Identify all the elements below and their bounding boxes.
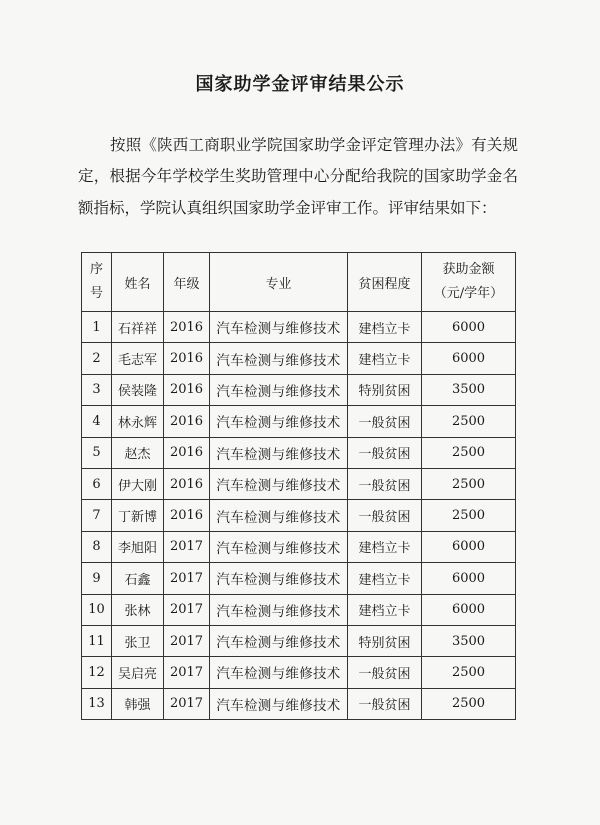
table-row [82, 563, 516, 594]
cell-name: 吴启亮 [112, 657, 164, 688]
cell-seq: 13 [82, 688, 112, 719]
cell-grade: 2016 [164, 468, 210, 499]
cell-seq: 2 [82, 343, 112, 374]
table-row [82, 468, 516, 499]
cell-grade: 2017 [164, 688, 210, 719]
cell-amount: 2500 [422, 406, 516, 437]
cell-grade: 2017 [164, 657, 210, 688]
cell-amount: 2500 [422, 688, 516, 719]
cell-amount: 6000 [422, 531, 516, 562]
cell-seq: 10 [82, 594, 112, 625]
table-row [82, 594, 516, 625]
table-row [82, 657, 516, 688]
cell-grade: 2016 [164, 374, 210, 405]
cell-poverty: 一般贫困 [348, 406, 422, 437]
cell-grade: 2016 [164, 312, 210, 343]
cell-major: 汽车检测与维修技术 [210, 688, 348, 719]
cell-poverty: 一般贫困 [348, 688, 422, 719]
cell-major: 汽车检测与维修技术 [210, 625, 348, 656]
table-row [82, 625, 516, 656]
cell-major: 汽车检测与维修技术 [210, 374, 348, 405]
cell-poverty: 建档立卡 [348, 312, 422, 343]
cell-amount: 6000 [422, 563, 516, 594]
result-table [81, 252, 516, 720]
cell-seq: 6 [82, 468, 112, 499]
cell-poverty: 特别贫困 [348, 374, 422, 405]
cell-name: 石鑫 [112, 563, 164, 594]
cell-seq: 4 [82, 406, 112, 437]
cell-major: 汽车检测与维修技术 [210, 500, 348, 531]
cell-name: 韩强 [112, 688, 164, 719]
cell-name: 李旭阳 [112, 531, 164, 562]
header-grade: 年级 [164, 253, 210, 312]
page-title: 国家助学金评审结果公示 [195, 74, 405, 95]
table-row [82, 437, 516, 468]
cell-seq: 11 [82, 625, 112, 656]
cell-grade: 2017 [164, 563, 210, 594]
header-amount: 获助金额 （元/学年） [422, 253, 516, 312]
cell-amount: 2500 [422, 500, 516, 531]
cell-name: 石祥祥 [112, 312, 164, 343]
cell-name: 侯装隆 [112, 374, 164, 405]
cell-name: 伊大刚 [112, 468, 164, 499]
header-major: 专业 [210, 253, 348, 312]
cell-poverty: 一般贫困 [348, 500, 422, 531]
cell-seq: 3 [82, 374, 112, 405]
cell-poverty: 建档立卡 [348, 343, 422, 374]
cell-major: 汽车检测与维修技术 [210, 468, 348, 499]
table-row [82, 343, 516, 374]
cell-grade: 2016 [164, 343, 210, 374]
cell-amount: 2500 [422, 468, 516, 499]
cell-grade: 2017 [164, 625, 210, 656]
cell-amount: 2500 [422, 657, 516, 688]
cell-major: 汽车检测与维修技术 [210, 563, 348, 594]
cell-poverty: 一般贫困 [348, 468, 422, 499]
intro-paragraph: 按照《陕西工商职业学院国家助学金评定管理办法》有关规定，根据今年学校学生奖助管理中心分配给我院的国家助学金名额指标，学院认真组织国家助学金评审工作。评审结果如下： [78, 135, 518, 217]
cell-poverty: 建档立卡 [348, 531, 422, 562]
cell-major: 汽车检测与维修技术 [210, 343, 348, 374]
cell-poverty: 一般贫困 [348, 437, 422, 468]
cell-major: 汽车检测与维修技术 [210, 531, 348, 562]
cell-name: 毛志军 [112, 343, 164, 374]
table-row [82, 500, 516, 531]
cell-seq: 9 [82, 563, 112, 594]
cell-major: 汽车检测与维修技术 [210, 406, 348, 437]
cell-amount: 6000 [422, 594, 516, 625]
cell-name: 丁新博 [112, 500, 164, 531]
cell-name: 张卫 [112, 625, 164, 656]
table-row [82, 312, 516, 343]
table-row [82, 406, 516, 437]
cell-amount: 2500 [422, 437, 516, 468]
cell-major: 汽车检测与维修技术 [210, 657, 348, 688]
cell-major: 汽车检测与维修技术 [210, 312, 348, 343]
cell-seq: 12 [82, 657, 112, 688]
cell-amount: 3500 [422, 625, 516, 656]
table-body [82, 312, 516, 720]
cell-grade: 2016 [164, 437, 210, 468]
cell-seq: 1 [82, 312, 112, 343]
cell-name: 张林 [112, 594, 164, 625]
cell-amount: 6000 [422, 343, 516, 374]
cell-name: 林永辉 [112, 406, 164, 437]
table-row [82, 374, 516, 405]
cell-name: 赵杰 [112, 437, 164, 468]
cell-major: 汽车检测与维修技术 [210, 437, 348, 468]
cell-poverty: 一般贫困 [348, 657, 422, 688]
cell-amount: 6000 [422, 312, 516, 343]
cell-grade: 2017 [164, 531, 210, 562]
table-row [82, 688, 516, 719]
cell-seq: 8 [82, 531, 112, 562]
cell-grade: 2016 [164, 500, 210, 531]
cell-poverty: 建档立卡 [348, 563, 422, 594]
cell-seq: 5 [82, 437, 112, 468]
table-header-row [82, 253, 516, 312]
cell-poverty: 特别贫困 [348, 625, 422, 656]
cell-grade: 2016 [164, 406, 210, 437]
cell-poverty: 建档立卡 [348, 594, 422, 625]
cell-major: 汽车检测与维修技术 [210, 594, 348, 625]
header-poverty: 贫困程度 [348, 253, 422, 312]
cell-seq: 7 [82, 500, 112, 531]
cell-grade: 2017 [164, 594, 210, 625]
header-name: 姓名 [112, 253, 164, 312]
table-row [82, 531, 516, 562]
header-seq: 序 号 [82, 253, 112, 312]
cell-amount: 3500 [422, 374, 516, 405]
